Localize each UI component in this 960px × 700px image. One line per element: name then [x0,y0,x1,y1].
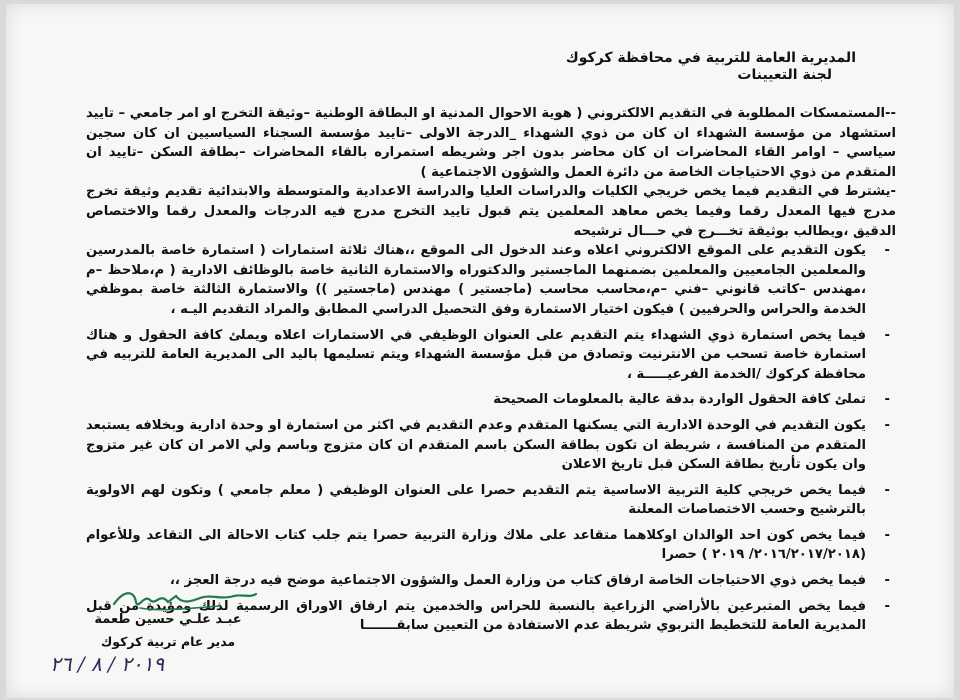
list-item: - فيما يخص ذوي الاحتياجات الخاصة ارفاق كتاب من وزارة العمل والشؤون الاجتماعية موضح فيه درجة العجز ،، [169,573,890,589]
signatory-title: مدير عام تربية كركوك [100,634,236,649]
handwritten-date: ٢٠١٩ / ٨ / ٢٦ [50,652,165,676]
letterhead [566,50,856,84]
graduation-condition-paragraph: -يشترط في التقديم فيما يخص خريجي الكليات والدراسات العليا والدراسة الاعدادية والمتوسطة والابتدائية تقديم وثيقة تخرج مدرج فيها المعدل رقما وفيما يخص معاهد المعلمين يتم قبول تاييد التخرج مدرج فيه الدرجات والمعدل رقما والاختصاص الدقيق ،ويطالب بوثيقة تخـــرج في حـــال ترشيحه [86,184,896,239]
list-item: - فيما يخص المتبرعين بالأراضي الزراعية بالنسبة للحراس والخدمين يتم ارفاق الاوراق الرسمية لذلك ومؤيدة من قبل المديرية العامة للتخطيط التربوي شريطة عدم الاستفادة من التعيين سابقـــــــا [86,598,890,634]
signatory-name: عبـد علـي حسين طعمة [94,612,242,627]
required-documents-paragraph: --المستمسكات المطلوبة في التقديم الالكتروني ( هوية الاحوال المدنية او البطاقة الوطنية –وثيقة التخرج او امر جامعي – تاييد استشهاد من مؤسسة الشهداء ان كان من ذوي الشهداء _الدرجة الاولى –تاييد مؤسسة السجناء السياسيين ان كان سجين سياسي – اوامر القاء المحاضرات ان كان محاضر بدون اجر وشريطه استمراره بالقاء المحاضرات –بطاقة السكن –تاييد ان المتقدم من ذوي الاحتياجات الخاصة من دائرة العمل والشؤون الاجتماعية ) [86,106,896,180]
document-body [86,104,896,638]
list-item: - فيما يخص كون احد الوالدان اوكلاهما متقاعد على ملاك وزارة التربية حصرا يتم جلب كتاب الاحالة الى التقاعد وللأعوام (٢٠١٦/٢٠١٧/٢٠١٨/ ٢٠١٩ ) حصرا [86,527,890,563]
committee-title: لجنة التعيينات [737,67,832,83]
instructions-list [86,241,896,636]
directorate-title: المديرية العامة للتربية في محافظة كركوك [565,50,856,66]
list-item: - يكون التقديم على الموقع الالكتروني اعلاه وعند الدخول الى الموقع ،،هناك ثلاثة استمارات ( استمارة خاصة بالمدرسين والمعلمين الجامعيين والمعلمين بضمنهما الماجستير والدكتوراه والاستمارة الثانية خاصة بالوظائف الادارية ( م،ملاحظ –م ،مهندس –كاتب قانوني –فني –م،محاسب محاسب (ماجستير ) مهندس (ماجستير )) والاستمارة الثالثة خاصة بموظفي الخدمة والحراس والحرفيين ) فيكون اختيار الاستمارة وفق التحصيل الدراسي المطابق والمراد التقديم اليـه ، [86,243,890,317]
list-item: - تملئ كافة الحقول الواردة بدقة عالية بالمعلومات الصحيحة [493,392,890,408]
document-page [6,4,954,698]
list-item: - يكون التقديم في الوحدة الادارية التي يسكنها المتقدم وعدم التقديم في اكثر من استمارة او وحدة ادارية وبخلافه يستبعد المتقدم من المنافسة ، شريطة ان تكون بطاقة السكن باسم المتقدم ان كان متزوج وباسم ولي الامر ان كان غير متزوج وان يكون تأريخ بطاقة السكن قبل تاريخ الاعلان [86,417,890,473]
list-item: - فيما يخص خريجي كلية التربية الاساسية يتم التقديم حصرا على العنوان الوظيفي ( معلم جامعي ) وتكون لهم الاولوية بالترشيح وحسب الاختصاصات المعلنة [86,482,890,518]
signature-block [50,584,310,694]
list-item: - فيما يخص استمارة ذوي الشهداء يتم التقديم على العنوان الوظيفي في الاستمارات اعلاه ويملئ كافة الحقول و هناك استمارة خاصة تسحب من الانترنيت وتصادق من قبل مؤسسة الشهداء ويتم تسليمها باليد الى المديرية العامة للتربيه في محافظة كركوك /الخدمة الفرعيـــــة ، [86,327,890,382]
